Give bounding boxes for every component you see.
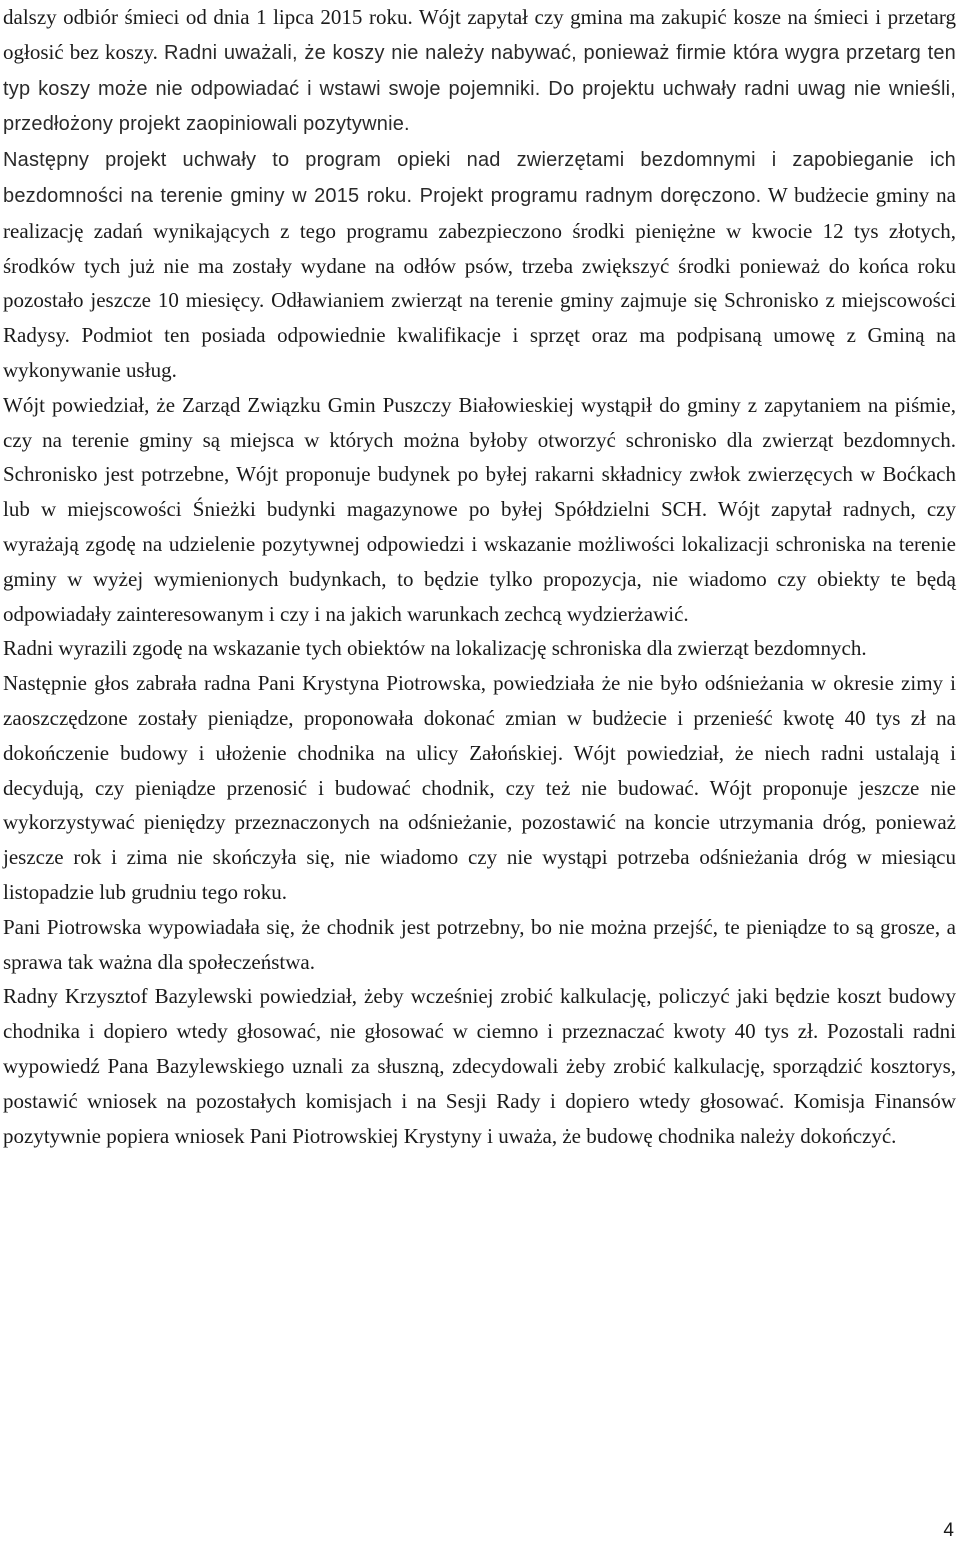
- text-run: Następnie głos zabrała radna Pani Krystyna Piotrowska, powiedziała że nie było odśnieżania w okresie zimy i zaoszczędzone zostały pieniądze, proponowała dokonać zmian w budżecie i przenieść kwotę 40 tys zł na dokończenie budowy i ułożenie chodnika na ulicy Załońskiej. Wójt powiedział, że niech radni ustalają i decydują, czy pieniądze przenosić i budować chodnik, czy też nie budować. Wójt proponuje jeszcze nie wykorzystywać pieniędzy przeznaczonych na odśnieżanie, pozostawić na koncie utrzymania dróg, ponieważ jeszcze rok i zima nie skończyła się, nie wiadomo czy nie wystąpi potrzeba odśnieżania dróg w miesiącu listopadzie lub grudniu tego roku.: [3, 671, 956, 904]
- paragraph-shelter: [3, 388, 956, 632]
- document-body: [3, 0, 956, 1153]
- page-number: 4: [943, 1520, 954, 1541]
- paragraph-consent: [3, 631, 956, 666]
- paragraph-bins: [3, 0, 956, 142]
- text-run: Wójt powiedział, że Zarząd Związku Gmin Puszczy Białowieskiej wystąpił do gminy z zapytaniem na piśmie, czy na terenie gminy są miejsca w których można byłoby otworzyć schronisko dla zwierząt bezdomnych. Schronisko jest potrzebne, Wójt proponuje budynek po byłej rakarni składnicy zwłok zwierzęcych w Boćkach lub w miejscowości Śnieżki budynki magazynowe po byłej Spółdzielni SCH. Wójt zapytał radnych, czy wyrażają zgodę na udzielenie pozytywnej odpowiedzi i wskazanie możliwości lokalizacji schroniska na terenie gminy w wyżej wymienionych budynkach, to będzie tylko propozycja, nie wiadomo czy obiekty te będą odpowiadały zainteresowanym i czy i na jakich warunkach zechcą wydzierżawić.: [3, 392, 956, 626]
- text-run: Pani Piotrowska wypowiadała się, że chodnik jest potrzebny, bo nie można przejść, te pieniądze to są grosze, a sprawa tak ważna dla społeczeństwa.: [3, 914, 956, 974]
- text-run: Radny Krzysztof Bazylewski powiedział, żeby wcześniej zrobić kalkulację, policzyć jaki będzie koszt budowy chodnika i dopiero wtedy głosować, nie głosować w ciemno i przeznaczać kwoty 40 tys zł. Pozostali radni wypowiedź Pana Bazylewskiego uznali za słuszną, zdecydowali żeby zrobić kalkulację, sporządzić kosztorys, postawić wniosek na pozostałych komisjach i na Sesji Rady i dopiero wtedy głosować. Komisja Finansów pozytywnie popiera wniosek Pani Piotrowskiej Krystyny i uważa, że budowę chodnika należy dokończyć.: [3, 984, 956, 1148]
- text-run: dalszy odbiór śmieci od dnia 1 lipca 2015 roku. Wójt zapytał czy gmina ma zakupić kosze na śmieci i przetarg ogłosić bez koszy.: [3, 5, 956, 64]
- text-run: Radni uważali, że koszy nie należy nabywać, ponieważ firmie która wygra przetarg ten typ koszy może nie odpowiadać i wstawi swoje pojemniki. Do projektu uchwały radni uwag nie wnieśli, przedłożony projekt zaopiniowali pozytywnie.: [3, 41, 956, 136]
- paragraph-snow-budget: [3, 666, 956, 910]
- paragraph-animal-program: [3, 142, 956, 388]
- paragraph-calculation: [3, 979, 956, 1153]
- text-run: W budżecie gminy na realizację zadań wynikających z tego programu zabezpieczono środki pieniężne w kwocie 12 tys złotych, środków tych już nie ma zostały wydane na odłów psów, trzeba zwiększyć środki ponieważ do końca roku pozostało jeszcze 10 miesięcy. Odławianiem zwierząt na terenie gminy zajmuje się Schronisko z miejscowości Radysy. Podmiot ten posiada odpowiednie kwalifikacje i sprzęt oraz ma podpisaną umowę z Gminą na wykonywanie usług.: [3, 182, 956, 382]
- text-run: Radni wyrazili zgodę na wskazanie tych obiektów na lokalizację schroniska dla zwierząt bezdomnych.: [3, 636, 867, 661]
- paragraph-sidewalk: [3, 910, 956, 980]
- text-run: Następny projekt uchwały to program opieki nad zwierzętami bezdomnymi i zapobieganie ich bezdomności na terenie gminy w 2015 roku. Projekt programu radnym doręczono.: [3, 149, 956, 207]
